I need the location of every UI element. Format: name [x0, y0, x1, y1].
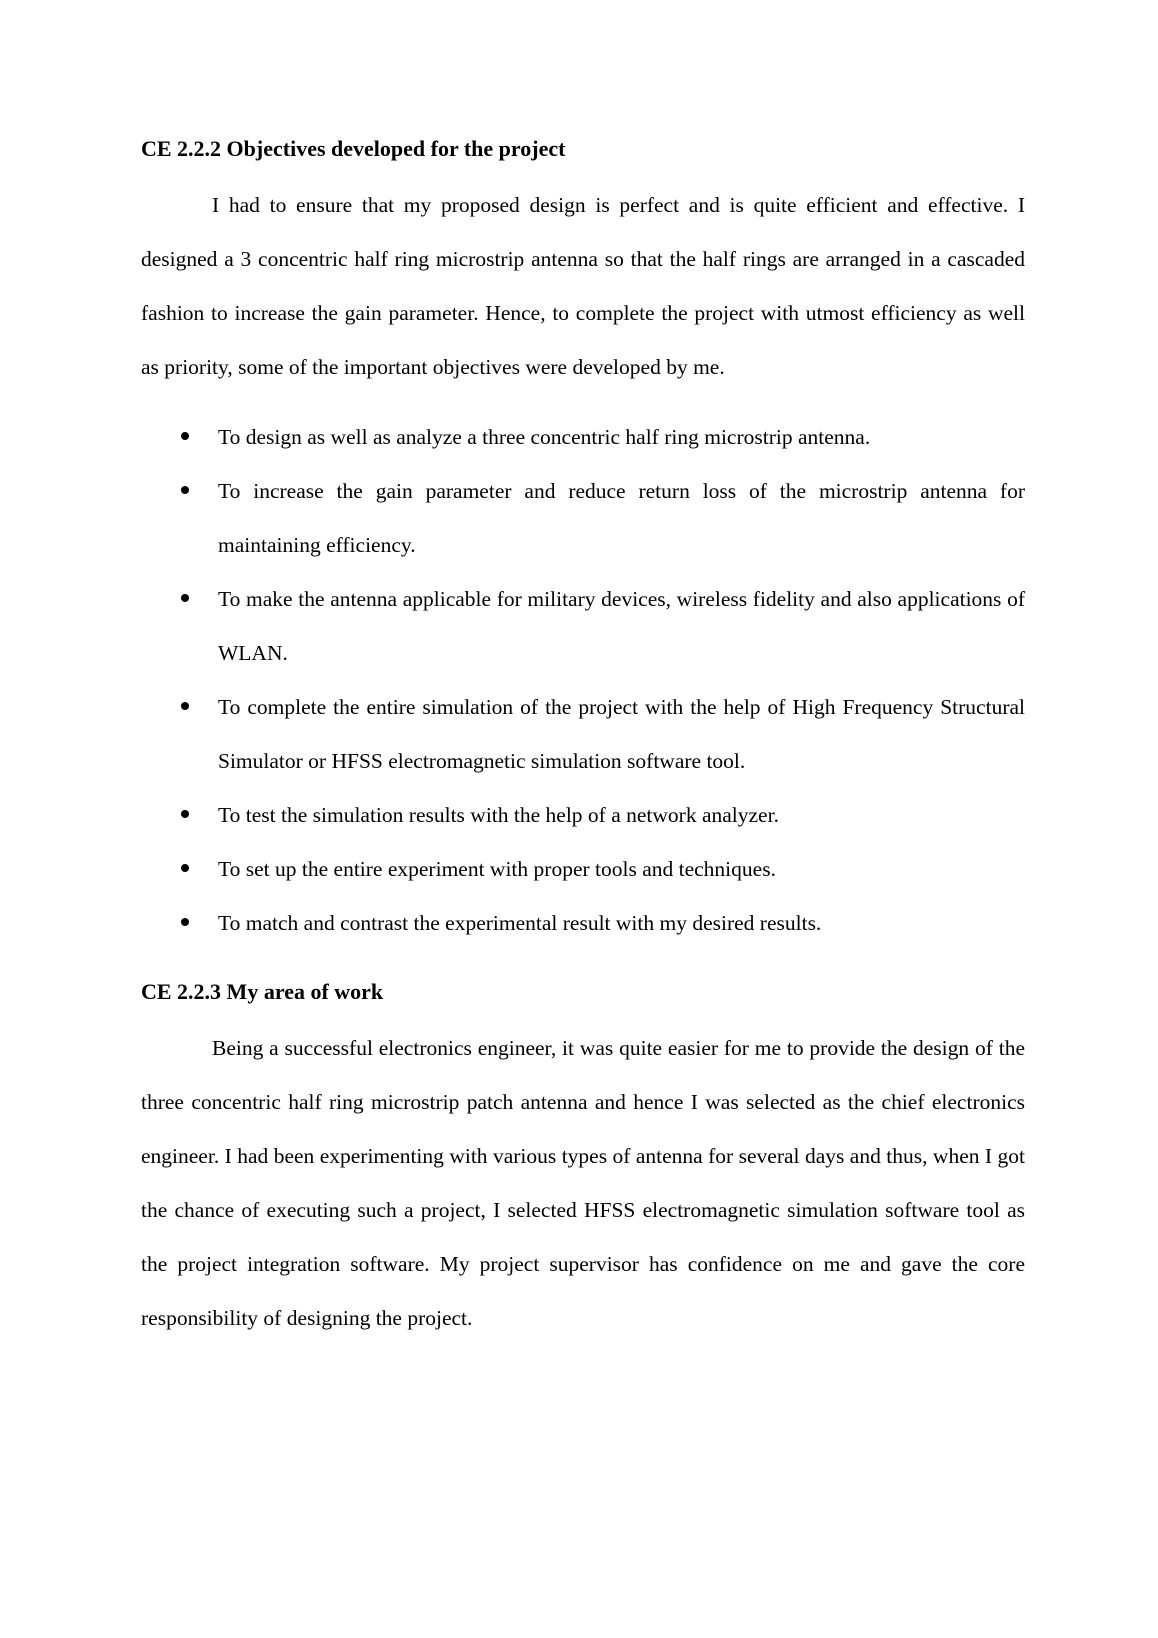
- document-page: [141, 134, 1025, 1345]
- list-item: To match and contrast the experimental result with my desired results.: [141, 896, 1025, 950]
- bullet-icon: [181, 864, 189, 872]
- section-heading-objectives: CE 2.2.2 Objectives developed for the project: [141, 136, 566, 161]
- area-of-work-paragraph: Being a successful electronics engineer, it was quite easier for me to provide the design of the three concentric half ring microstrip patch antenna and hence I was selected as the chief electronics engineer. I had been experimenting with various types of antenna for several days and thus, when I got the chance of executing such a project, I selected HFSS electromagnetic simulation software tool as the project integration software. My project supervisor has confidence on me and gave the core responsibility of designing the project.: [141, 1036, 1025, 1330]
- bullet-icon: [181, 918, 189, 926]
- bullet-icon: [181, 594, 189, 602]
- bullet-icon: [181, 810, 189, 818]
- list-item: To increase the gain parameter and reduce return loss of the microstrip antenna for maintaining efficiency.: [141, 464, 1025, 572]
- list-item: To make the antenna applicable for military devices, wireless fidelity and also applications of WLAN.: [141, 572, 1025, 680]
- objectives-list: [141, 410, 1025, 950]
- list-item: To set up the entire experiment with proper tools and techniques.: [141, 842, 1025, 896]
- objectives-intro-paragraph: I had to ensure that my proposed design is perfect and is quite efficient and effective. I designed a 3 concentric half ring microstrip antenna so that the half rings are arranged in a cascaded fashion to increase the gain parameter. Hence, to complete the project with utmost efficiency as well as priority, some of the important objectives were developed by me.: [141, 193, 1025, 379]
- bullet-icon: [181, 486, 189, 494]
- bullet-icon: [181, 432, 189, 440]
- list-item: To design as well as analyze a three concentric half ring microstrip antenna.: [141, 410, 1025, 464]
- list-item: To complete the entire simulation of the project with the help of High Frequency Structural Simulator or HFSS electromagnetic simulation software tool.: [141, 680, 1025, 788]
- list-item: To test the simulation results with the help of a network analyzer.: [141, 788, 1025, 842]
- section-heading-area-of-work: CE 2.2.3 My area of work: [141, 979, 384, 1004]
- bullet-icon: [181, 702, 189, 710]
